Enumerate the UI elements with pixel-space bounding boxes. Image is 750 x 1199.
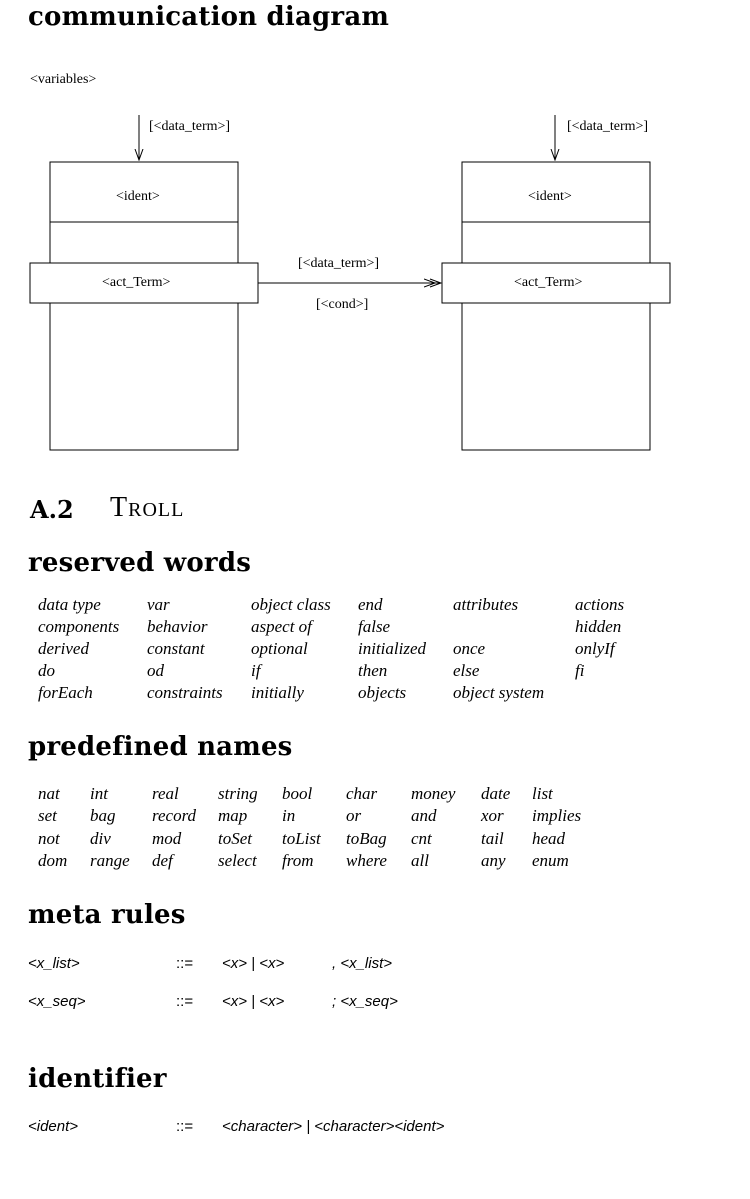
reserved-word: constraints [147, 683, 223, 702]
predefined-name: char [346, 784, 378, 803]
predefined-name: date [481, 784, 511, 803]
predefined-name: real [152, 784, 179, 803]
predefined-name: where [346, 850, 387, 870]
reserved-word: aspect of [251, 617, 312, 636]
reserved-word: object class [251, 595, 331, 614]
predefined-name: all [411, 850, 429, 870]
predefined-name: int [90, 784, 108, 803]
predefined-name: dom [38, 850, 68, 870]
meta-rule-lhs: <x_seq> [28, 993, 86, 1010]
left-input-label: [<data_term>] [149, 119, 231, 134]
identifier-rule-lhs: <ident> [28, 1118, 79, 1135]
reserved-word: constant [147, 639, 205, 658]
predefined-name: implies [532, 806, 582, 826]
reserved-word: else [453, 661, 480, 680]
meta-rule-rhs: <x> | <x> [222, 955, 285, 972]
section-number: A.2 [30, 495, 74, 524]
arrow-label-bottom: [<cond>] [316, 297, 369, 312]
right-act-label: <act_Term> [514, 275, 583, 290]
right-ident-label: <ident> [528, 189, 572, 204]
reserved-word: initially [251, 683, 304, 702]
reserved-word: false [358, 617, 391, 636]
reserved-word: objects [358, 683, 407, 702]
predefined-name: select [218, 850, 257, 870]
meta-rule-rhs-tail: , <x_list> [332, 955, 393, 972]
predefined-name: money [411, 784, 456, 803]
predefined-name: not [38, 828, 60, 848]
predefined-name: toBag [346, 828, 387, 848]
reserved-word: components [38, 617, 120, 636]
heading-meta-rules: meta rules [28, 900, 186, 930]
reserved-word: optional [251, 639, 308, 658]
communication-diagram [0, 0, 750, 470]
predefined-name: bool [282, 784, 313, 803]
predefined-name: in [282, 806, 296, 826]
heading-reserved-words: reserved words [28, 548, 252, 578]
left-act-label: <act_Term> [102, 275, 171, 290]
section-title: Troll [110, 492, 185, 523]
right-object-box [462, 162, 650, 450]
predefined-name: def [152, 850, 173, 870]
reserved-word: forEach [38, 683, 93, 702]
reserved-word: initialized [358, 639, 426, 658]
heading-identifier: identifier [28, 1064, 167, 1094]
predefined-name: mod [152, 828, 182, 848]
predefined-name: tail [481, 828, 504, 848]
reserved-word: once [453, 639, 486, 658]
predefined-name: bag [90, 806, 116, 826]
predefined-name: any [481, 850, 506, 870]
reserved-word: var [147, 595, 170, 614]
predefined-name: and [411, 806, 437, 826]
reserved-word: derived [38, 639, 89, 658]
meta-rule-rhs: <x> | <x> [222, 993, 285, 1010]
meta-rule-op: ::= [176, 955, 194, 972]
reserved-word: attributes [453, 595, 519, 614]
right-input-label: [<data_term>] [567, 119, 649, 134]
arrow-label-top: [<data_term>] [298, 256, 380, 271]
predefined-name: record [152, 806, 197, 826]
predefined-name: head [532, 828, 566, 848]
predefined-name: list [532, 784, 553, 803]
predefined-name: toSet [218, 828, 252, 848]
predefined-name: from [282, 850, 314, 870]
predefined-name: enum [532, 850, 569, 870]
meta-rule-rhs-tail: ; <x_seq> [332, 993, 398, 1010]
identifier-rule-rhs: <character> | <character><ident> [222, 1118, 445, 1135]
predefined-name: string [218, 784, 258, 803]
reserved-word: behavior [147, 617, 208, 636]
predefined-name: map [218, 806, 248, 826]
reserved-word: object system [453, 683, 545, 702]
reserved-word: do [38, 661, 55, 680]
variables-label: <variables> [30, 72, 97, 87]
heading-predefined-names: predefined names [28, 732, 293, 762]
reserved-word: od [147, 661, 164, 680]
predefined-name: set [38, 806, 57, 826]
predefined-name: range [90, 850, 130, 870]
reserved-word: onlyIf [575, 639, 615, 658]
heading-communication-diagram: communication diagram [28, 2, 390, 32]
predefined-name: nat [38, 784, 60, 803]
reserved-word: fi [575, 661, 585, 680]
predefined-name: xor [481, 806, 504, 826]
left-object-box [50, 162, 238, 450]
left-ident-label: <ident> [116, 189, 160, 204]
predefined-name: toList [282, 828, 321, 848]
meta-rule-op: ::= [176, 993, 194, 1010]
predefined-name: div [90, 828, 111, 848]
reserved-word: then [358, 661, 388, 680]
reserved-word: actions [575, 595, 625, 614]
identifier-rule-op: ::= [176, 1118, 194, 1135]
meta-rule-lhs: <x_list> [28, 955, 80, 972]
reserved-word: data type [38, 595, 101, 614]
predefined-name: or [346, 806, 362, 826]
predefined-name: cnt [411, 828, 432, 848]
reserved-word: end [358, 595, 383, 614]
reserved-word: hidden [575, 617, 622, 636]
reserved-word: if [251, 661, 261, 680]
